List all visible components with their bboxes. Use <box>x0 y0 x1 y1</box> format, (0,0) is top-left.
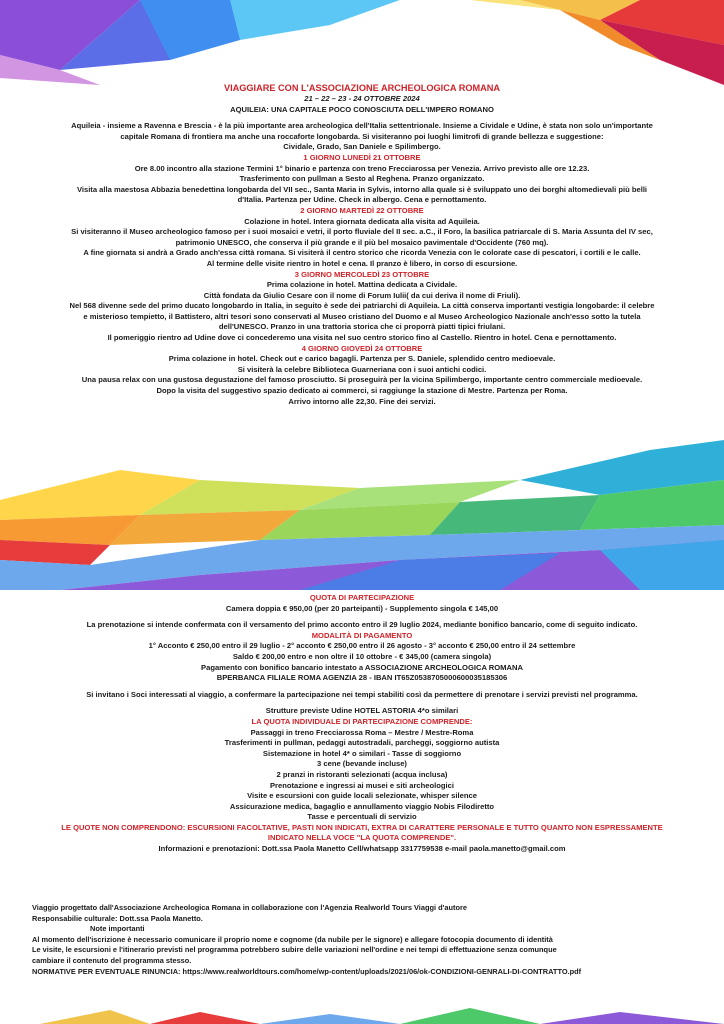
day-line: Città fondata da Giulio Cesare con il nome di Forum Iulii( da cui deriva il nome di Friuli). <box>203 290 521 300</box>
day-line: Il pomeriggio rientro ad Udine dove ci concederemo una visita nel suo centro storico fino al Castello. Rientro in hotel. Cena e pernottamento. <box>107 333 617 343</box>
day-heading: 2 GIORNO MARTEDÌ 22 OTTOBRE <box>300 205 424 215</box>
day-line: Al termine delle visite rientro in hotel e cena. Il pranzo è libero, in corso di escursione. <box>206 258 518 268</box>
comprende-item: Passaggi in treno Frecciarossa Roma – Mestre / Mestre-Roma <box>250 727 474 737</box>
day-line: Dopo la visita del suggestivo spazio dedicato ai commerci, si raggiunge la stazione di Mestre. Partenza per Roma. <box>156 386 568 396</box>
note-line: cambiare il contenuto del programma stesso. <box>32 955 192 965</box>
note-heading: Note importanti <box>90 924 145 934</box>
note-line: Al momento dell'iscrizione è necessario comunicare il proprio nome e cognome (da nubile per le signore) e allegare fotocopia documento di identità <box>32 934 553 944</box>
trip-subtitle: AQUILEIA: UNA CAPITALE POCO CONOSCIUTA DELL'IMPERO ROMANO <box>230 104 494 114</box>
day-line: patrimonio UNESCO, che conserva il più grande e il più bel mosaico pavimentale d'Occidente (760 mq). <box>175 237 549 247</box>
comprende-item: Tasse e percentuali di servizio <box>307 812 417 822</box>
day-line: Si visiteranno il Museo archeologico famoso per i suoi mosaici e vetri, il porto fluviale del II sec. a.C., il Foro, la basilica patriarcale di S. Maria Assunta del IV sec, <box>71 227 653 237</box>
comprende-item: Assicurazione medica, bagaglio e annullamento viaggio Nobis Filodiretto <box>229 801 495 811</box>
comprende-item: Trasferimenti in pullman, pedaggi autostradali, parcheggi, soggiorno autista <box>224 738 500 748</box>
rainbow-header-decoration <box>0 0 724 90</box>
comprende-item: 3 cene (bevande incluse) <box>317 759 407 769</box>
day-heading: 1 GIORNO LUNEDÌ 21 OTTOBRE <box>303 152 421 162</box>
note-line: Le visite, le escursioni e l'itinerario previsti nel programma potrebbero subire delle variazioni nell'ordine e nei tempi di effettuazione senza comunque <box>32 945 557 955</box>
day-line: Trasferimento con pullman a Sesto al Reghena. Pranzo organizzato. <box>239 174 485 184</box>
rainbow-divider-decoration <box>0 440 724 590</box>
comprende-heading: LA QUOTA INDIVIDUALE DI PARTECIPAZIONE COMPRENDE: <box>251 716 473 726</box>
footer-notes <box>32 903 712 977</box>
comprende-item: Prenotazione e ingressi ai musei e siti archeologici <box>269 780 454 790</box>
day-line: Prima colazione in hotel. Check out e carico bagagli. Partenza per S. Daniele, splendido centro medioevale. <box>168 354 556 364</box>
footer-line: Viaggio progettato dall'Associazione Archeologica Romana in collaborazione con l'Agenzia Realworld Tours Viaggi d'autore <box>32 903 467 912</box>
itinerary-section <box>0 82 724 407</box>
intro-line: Cividale, Grado, San Daniele e Spilimbergo. <box>283 142 441 152</box>
day-line: Colazione in hotel. Intera giornata dedicata alla visita ad Aquileia. <box>244 216 480 226</box>
day-line: Si visiterà la celebre Biblioteca Guarneriana con i suoi antichi codici. <box>237 364 487 374</box>
day-line: d'Italia. Partenza per Udine. Check in albergo. Cena e pernottamento. <box>237 195 487 205</box>
quota-line: Camera doppia € 950,00 (per 20 parteipanti) - Supplemento singola € 145,00 <box>225 603 499 613</box>
non-comprende-line: LE QUOTE NON COMPRENDONO: ESCURSIONI FACOLTATIVE, PASTI NON INDICATI, EXTRA DI CARATTERE PERSONALE E TUTTO QUANTO NON ESPRESSAMENTE <box>61 822 663 832</box>
modalita-line: Saldo € 200,00 entro e non oltre il 10 ottobre - € 345,00 (camera singola) <box>232 651 492 661</box>
intro-line: Aquileia - insieme a Ravenna e Brescia - è la più importante area archeologica dell'Italia settentrionale. Insieme a Cividale e Udine, è stata non solo un'importante <box>71 121 653 131</box>
day-line: Arrivo intorno alle 22,30. Fine dei servizi. <box>288 396 436 406</box>
trip-dates: 21 – 22 – 23 - 24 OTTOBRE 2024 <box>304 94 420 103</box>
day-line: Una pausa relax con una gustosa degustazione del famoso prosciutto. Si proseguirà per la vicina Spilimbergo, importante centro commerciale medioevale. <box>81 375 643 385</box>
day-line: Ore 8.00 incontro alla stazione Termini 1° binario e partenza con treno Frecciarossa per Venezia. Arrivo previsto alle ore 12.23. <box>134 163 590 173</box>
day-line: Prima colazione in hotel. Mattina dedicata a Cividale. <box>266 280 458 290</box>
quota-heading: QUOTA DI PARTECIPAZIONE <box>309 593 415 602</box>
day-line: A fine giornata si andrà a Grado anch'essa città romana. Si visiterà il centro storico che ricorda Venezia con le colorate case di pescatori, i cortili e le calle. <box>83 248 641 258</box>
comprende-item: Sistemazione in hotel 4* o similari - Tasse di soggiorno <box>262 748 462 758</box>
contact-info: Informazioni e prenotazioni: Dott.ssa Paola Manetto Cell/whatsapp 3317759538 e-mail paola.manetto@gmail.com <box>158 844 566 854</box>
modalita-line: BPERBANCA FILIALE ROMA AGENZIA 28 - IBAN IT65Z0538705000600035185306 <box>216 673 508 683</box>
day-line: dell'UNESCO. Pranzo in una trattoria storica che ci proporrà piatti tipici friulani. <box>218 322 506 332</box>
day-line: Nel 568 divenne sede del primo ducato longobardo in Italia, in seguito è sede dei patriarchi di Aquileia. La città conserva importanti vestigia longobarde: il celebre <box>69 301 655 311</box>
modalita-line: Pagamento con bonifico bancario intestato a ASSOCIAZIONE ARCHEOLOGICA ROMANA <box>201 662 523 672</box>
invito-text: Si invitano i Soci interessati al viaggio, a confermare la partecipazione nei tempi stabiliti così da permettere di prenotare i servizi previsti nel programma. <box>86 689 638 699</box>
intro-line: capitale Romana di frontiera ma anche una roccaforte longobarda. Si visiteranno poi luoghi limitrofi di grande bellezza e suggestione: <box>120 131 604 141</box>
strutture-text: Strutture previste Udine HOTEL ASTORIA 4*o similari <box>265 706 459 716</box>
modalita-line: 1° Acconto € 250,00 entro il 29 luglio - 2° acconto € 250,00 entro il 26 agosto - 3° acconto € 250,00 entro il 24 settembre <box>148 641 576 651</box>
day-line: Visita alla maestosa Abbazia benedettina longobarda del VII sec., Santa Maria in Sylvis, intorno alla quale si è sviluppato uno dei borghi altomedievali più belli <box>76 184 648 194</box>
day-heading: 4 GIORNO GIOVEDÌ 24 OTTOBRE <box>301 343 423 353</box>
non-comprende-line: INDICATO NELLA VOCE "LA QUOTA COMPRENDE". <box>267 833 457 843</box>
day-heading: 3 GIORNO MERCOLEDÌ 23 OTTOBRE <box>294 269 430 279</box>
note-line: NORMATIVE PER EVENTUALE RINUNCIA: https://www.realworldtours.com/home/wp-content/uploads/2021/06/ok-CONDIZIONI-GENRALI-DI-CONTRATTO.pdf <box>32 966 582 976</box>
comprende-item: Visite e escursioni con guide locali selezionate, whisper silence <box>247 791 477 801</box>
footer-line: Responsabilie culturale: Dott.ssa Paola Manetto. <box>32 913 203 923</box>
page-title: VIAGGIARE CON L'ASSOCIAZIONE ARCHEOLOGICA ROMANA <box>223 83 501 93</box>
price-section <box>0 593 724 855</box>
day-line: e misterioso tempietto, il Battistero, altri tesori sono conservati al Museo cristiano del Duomo e al Museo Archeologico Nazionale anch'esso sotto la tutela <box>83 311 641 321</box>
modalita-heading: MODALITÀ DI PAGAMENTO <box>311 630 413 640</box>
rainbow-footer-decoration <box>0 1000 724 1024</box>
prenotazione-text: La prenotazione si intende confermata con il versamento del primo acconto entro il 29 luglio 2024, mediante bonifico bancario, come di seguito indicato. <box>86 620 638 630</box>
comprende-item: 2 pranzi in ristoranti selezionati (acqua inclusa) <box>276 769 448 779</box>
